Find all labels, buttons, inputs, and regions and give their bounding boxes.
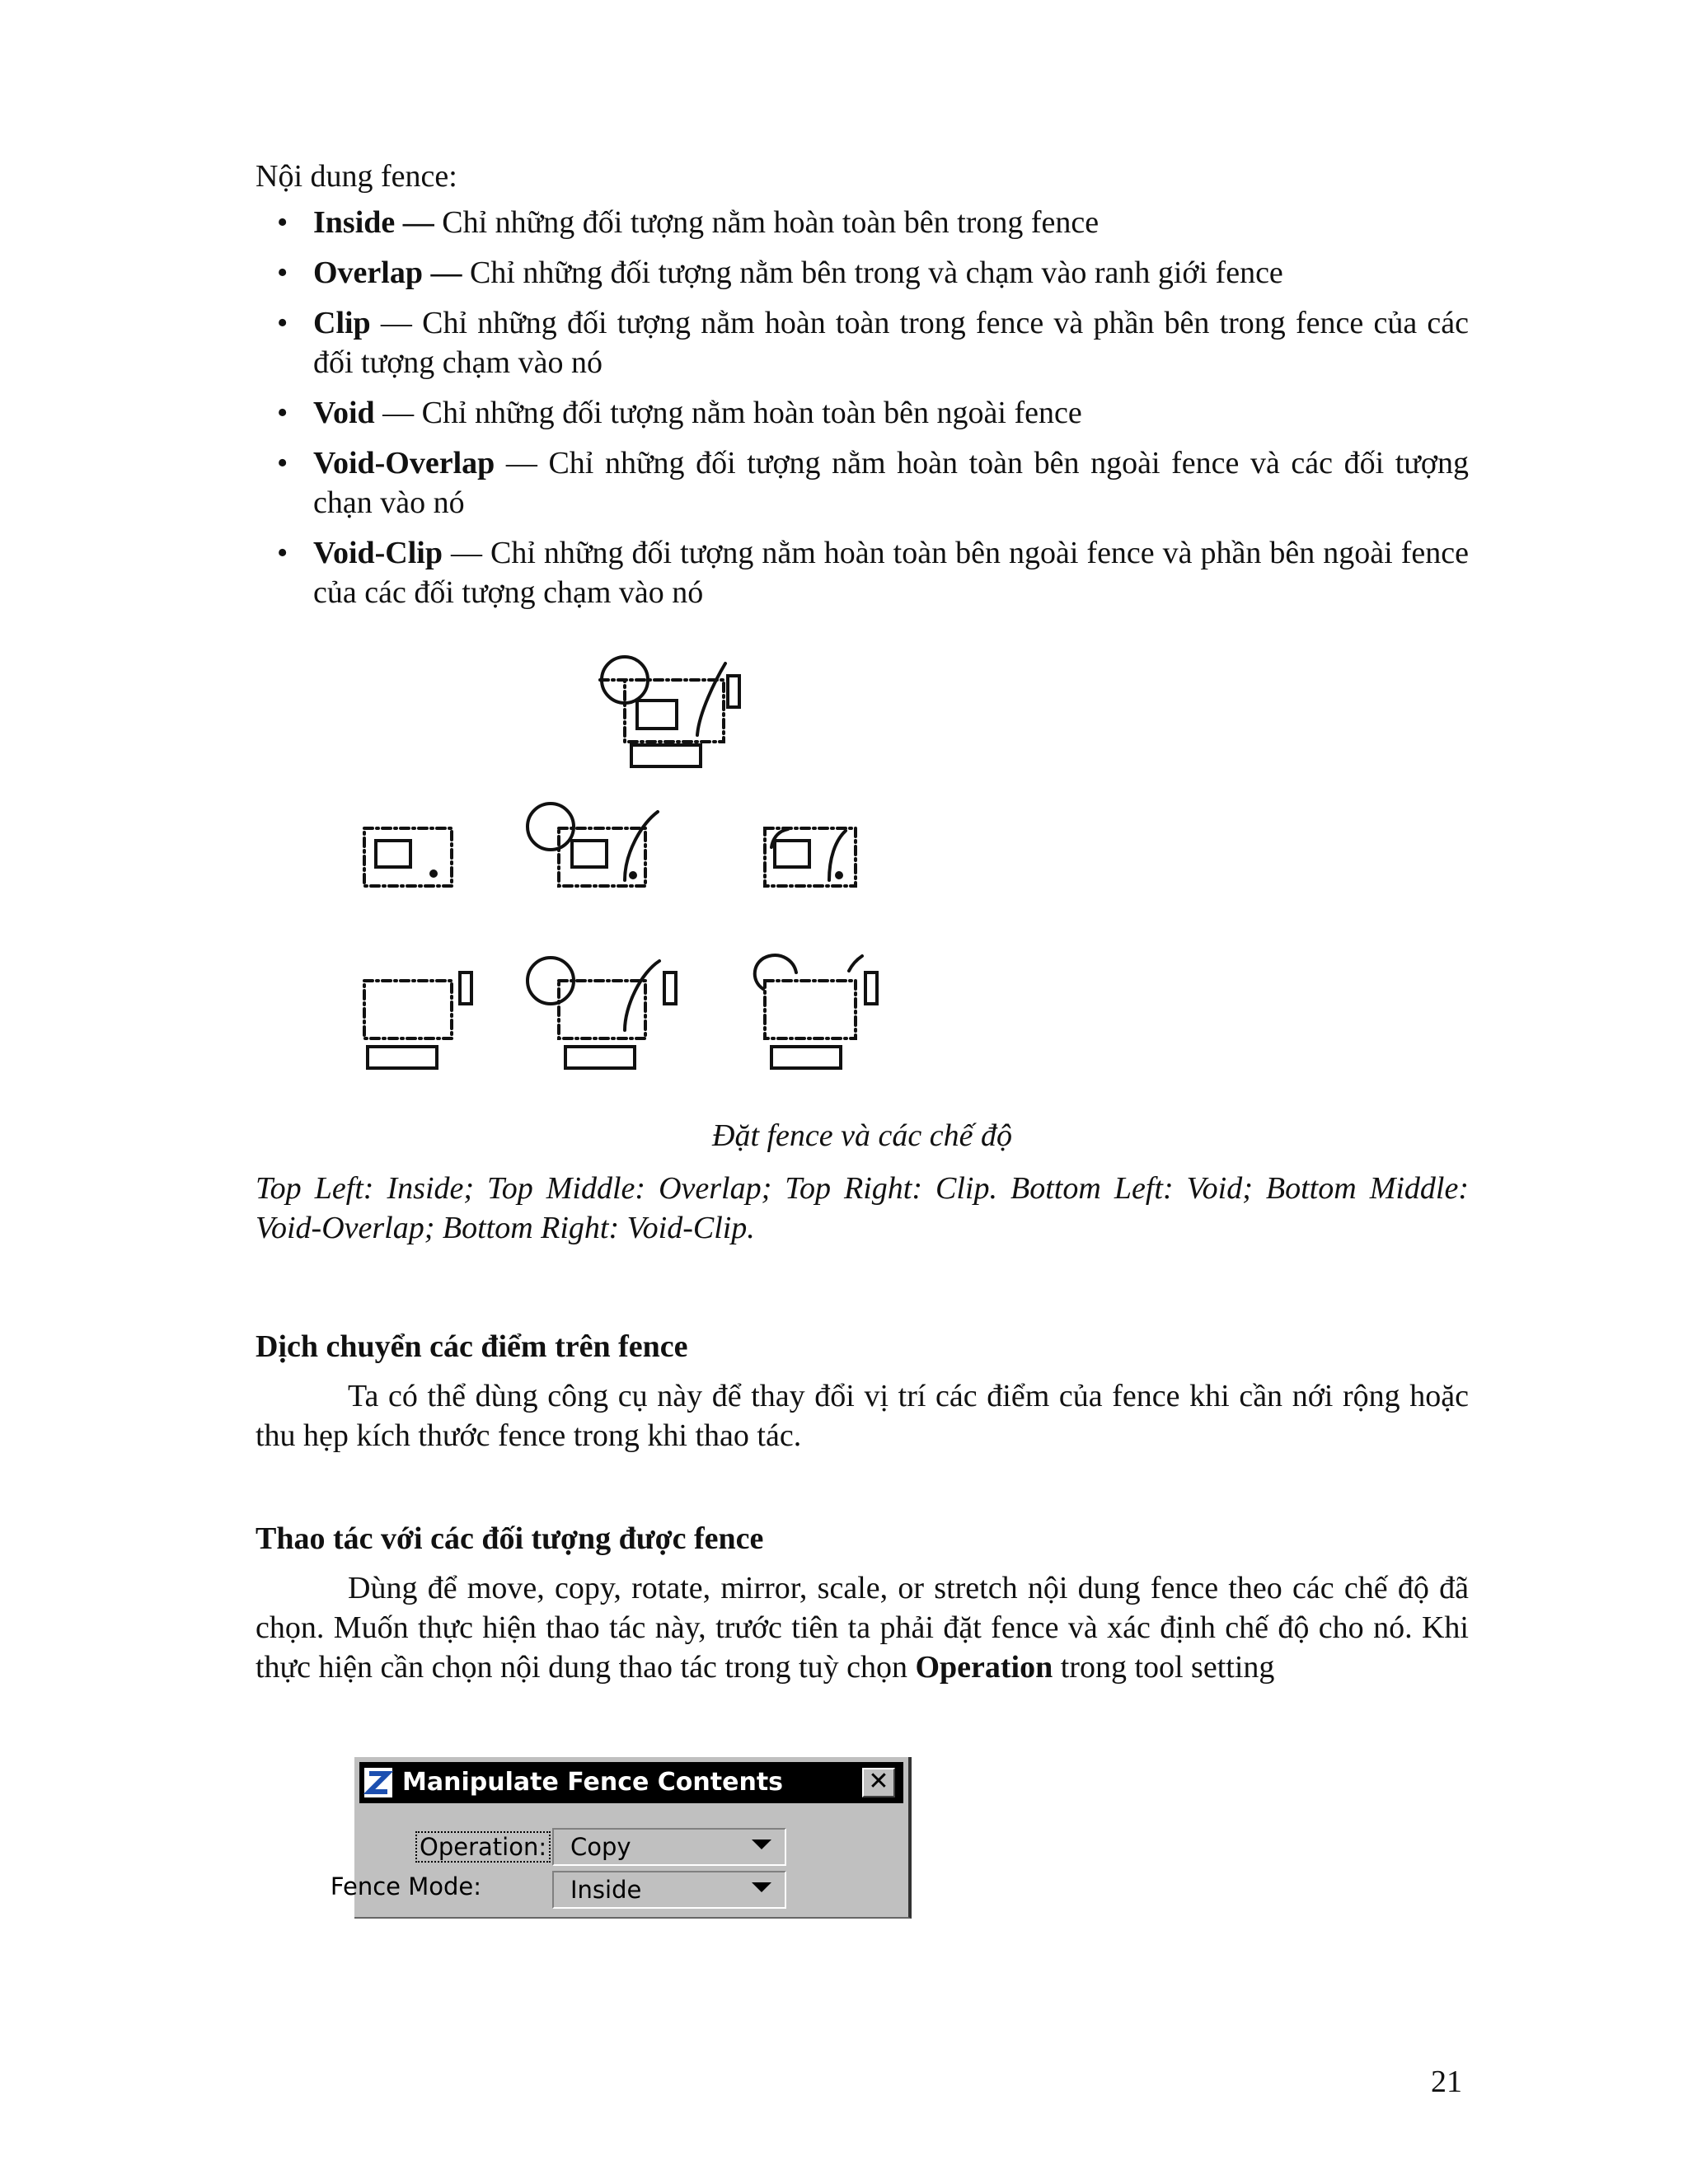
term-description: — Chỉ những đối tượng nằm hoàn toàn bên ngoài fence và các đối tượng chạn vào nó (313, 446, 1469, 520)
fence-void-group (364, 972, 471, 1068)
list-item (313, 203, 1469, 242)
term-description: Chỉ những đối tượng nằm bên trong và chạm vào ranh giới fence (462, 255, 1283, 290)
term-void-clip: Void-Clip (313, 536, 443, 570)
paragraph-text: Dùng để move, copy, rotate, mirror, scale, or stretch nội dung fence theo các chế độ đã chọn. Muốn thực hiện thao tác này, trước tiên ta phải đặt fence và xác định chế độ cho nó. Khi thực hiện cần chọn nội dung thao tác trong tuỳ chọn (256, 1571, 1469, 1685)
fence-clip-group (765, 828, 856, 886)
list-item (313, 393, 1469, 433)
fence-void-clip-group (755, 955, 877, 1068)
operation-dropdown[interactable] (552, 1828, 786, 1866)
figure-caption: Đặt fence và các chế độ (712, 1118, 1012, 1153)
fence-mode-dropdown[interactable] (552, 1871, 786, 1909)
term-description: — Chỉ những đối tượng nằm hoàn toàn bên ngoài fence và phần bên ngoài fence của các đối tượng chạm vào nó (313, 536, 1469, 610)
term-description: — Chỉ những đối tượng nằm hoàn toàn trong fence và phần bên trong fence của các đối tượng chạm vào nó (313, 306, 1469, 380)
figure-caption-detail: Top Left: Inside; Top Middle: Overlap; Top Right: Clip. Bottom Left: Void; Bottom Middle: Void-Overlap; Bottom Right: Void-Clip. (256, 1171, 1469, 1245)
intro-text: Nội dung fence: (256, 159, 457, 194)
list-item (313, 303, 1469, 382)
paragraph-text: trong tool setting (1053, 1650, 1275, 1685)
term-void: Void (313, 396, 375, 430)
chevron-down-icon[interactable] (752, 1882, 771, 1892)
section-paragraph-move-fence-points: Ta có thể dùng công cụ này để thay đổi vị trí các điểm của fence khi cần nới rộng hoặc thu hẹp kích thước fence trong khi thao tác. (256, 1379, 1469, 1453)
operation-label: Operation: (415, 1831, 551, 1863)
fence-original-group (600, 657, 739, 766)
chevron-down-icon[interactable] (752, 1840, 771, 1849)
fence-mode-label: Fence Mode: (330, 1872, 481, 1900)
list-item (313, 533, 1469, 612)
section-paragraph-manipulate-fence (256, 1568, 1469, 1687)
section-heading-move-fence-points: Dịch chuyển các điểm trên fence (256, 1329, 688, 1364)
term-clip: Clip (313, 306, 371, 340)
fence-overlap-group (528, 804, 658, 886)
fence-inside-group (364, 828, 452, 886)
fence-void-overlap-group (528, 958, 676, 1068)
operation-term: Operation (915, 1650, 1053, 1685)
list-item (313, 443, 1469, 523)
term-void-overlap: Void-Overlap (313, 446, 495, 480)
close-button[interactable]: ✕ (862, 1768, 895, 1797)
term-description: Chỉ những đối tượng nằm hoàn toàn bên trong fence (434, 205, 1100, 240)
fence-modes-figure (353, 643, 880, 1088)
app-icon (363, 1765, 394, 1800)
fence-mode-value: Inside (570, 1876, 642, 1904)
section-heading-manipulate-fence: Thao tác với các đối tượng được fence (256, 1521, 764, 1556)
dialog-title-bar[interactable] (359, 1762, 903, 1803)
page-number: 21 (1431, 2064, 1462, 2099)
term-inside: Inside — (313, 205, 434, 240)
list-item (313, 253, 1469, 293)
manipulate-fence-dialog (330, 1757, 912, 1919)
fence-mode-list (313, 203, 1469, 623)
term-description: — Chỉ những đối tượng nằm hoàn toàn bên ngoài fence (374, 396, 1082, 430)
dialog-title: Manipulate Fence Contents (402, 1768, 784, 1797)
term-overlap: Overlap — (313, 255, 462, 290)
operation-value: Copy (570, 1833, 631, 1861)
